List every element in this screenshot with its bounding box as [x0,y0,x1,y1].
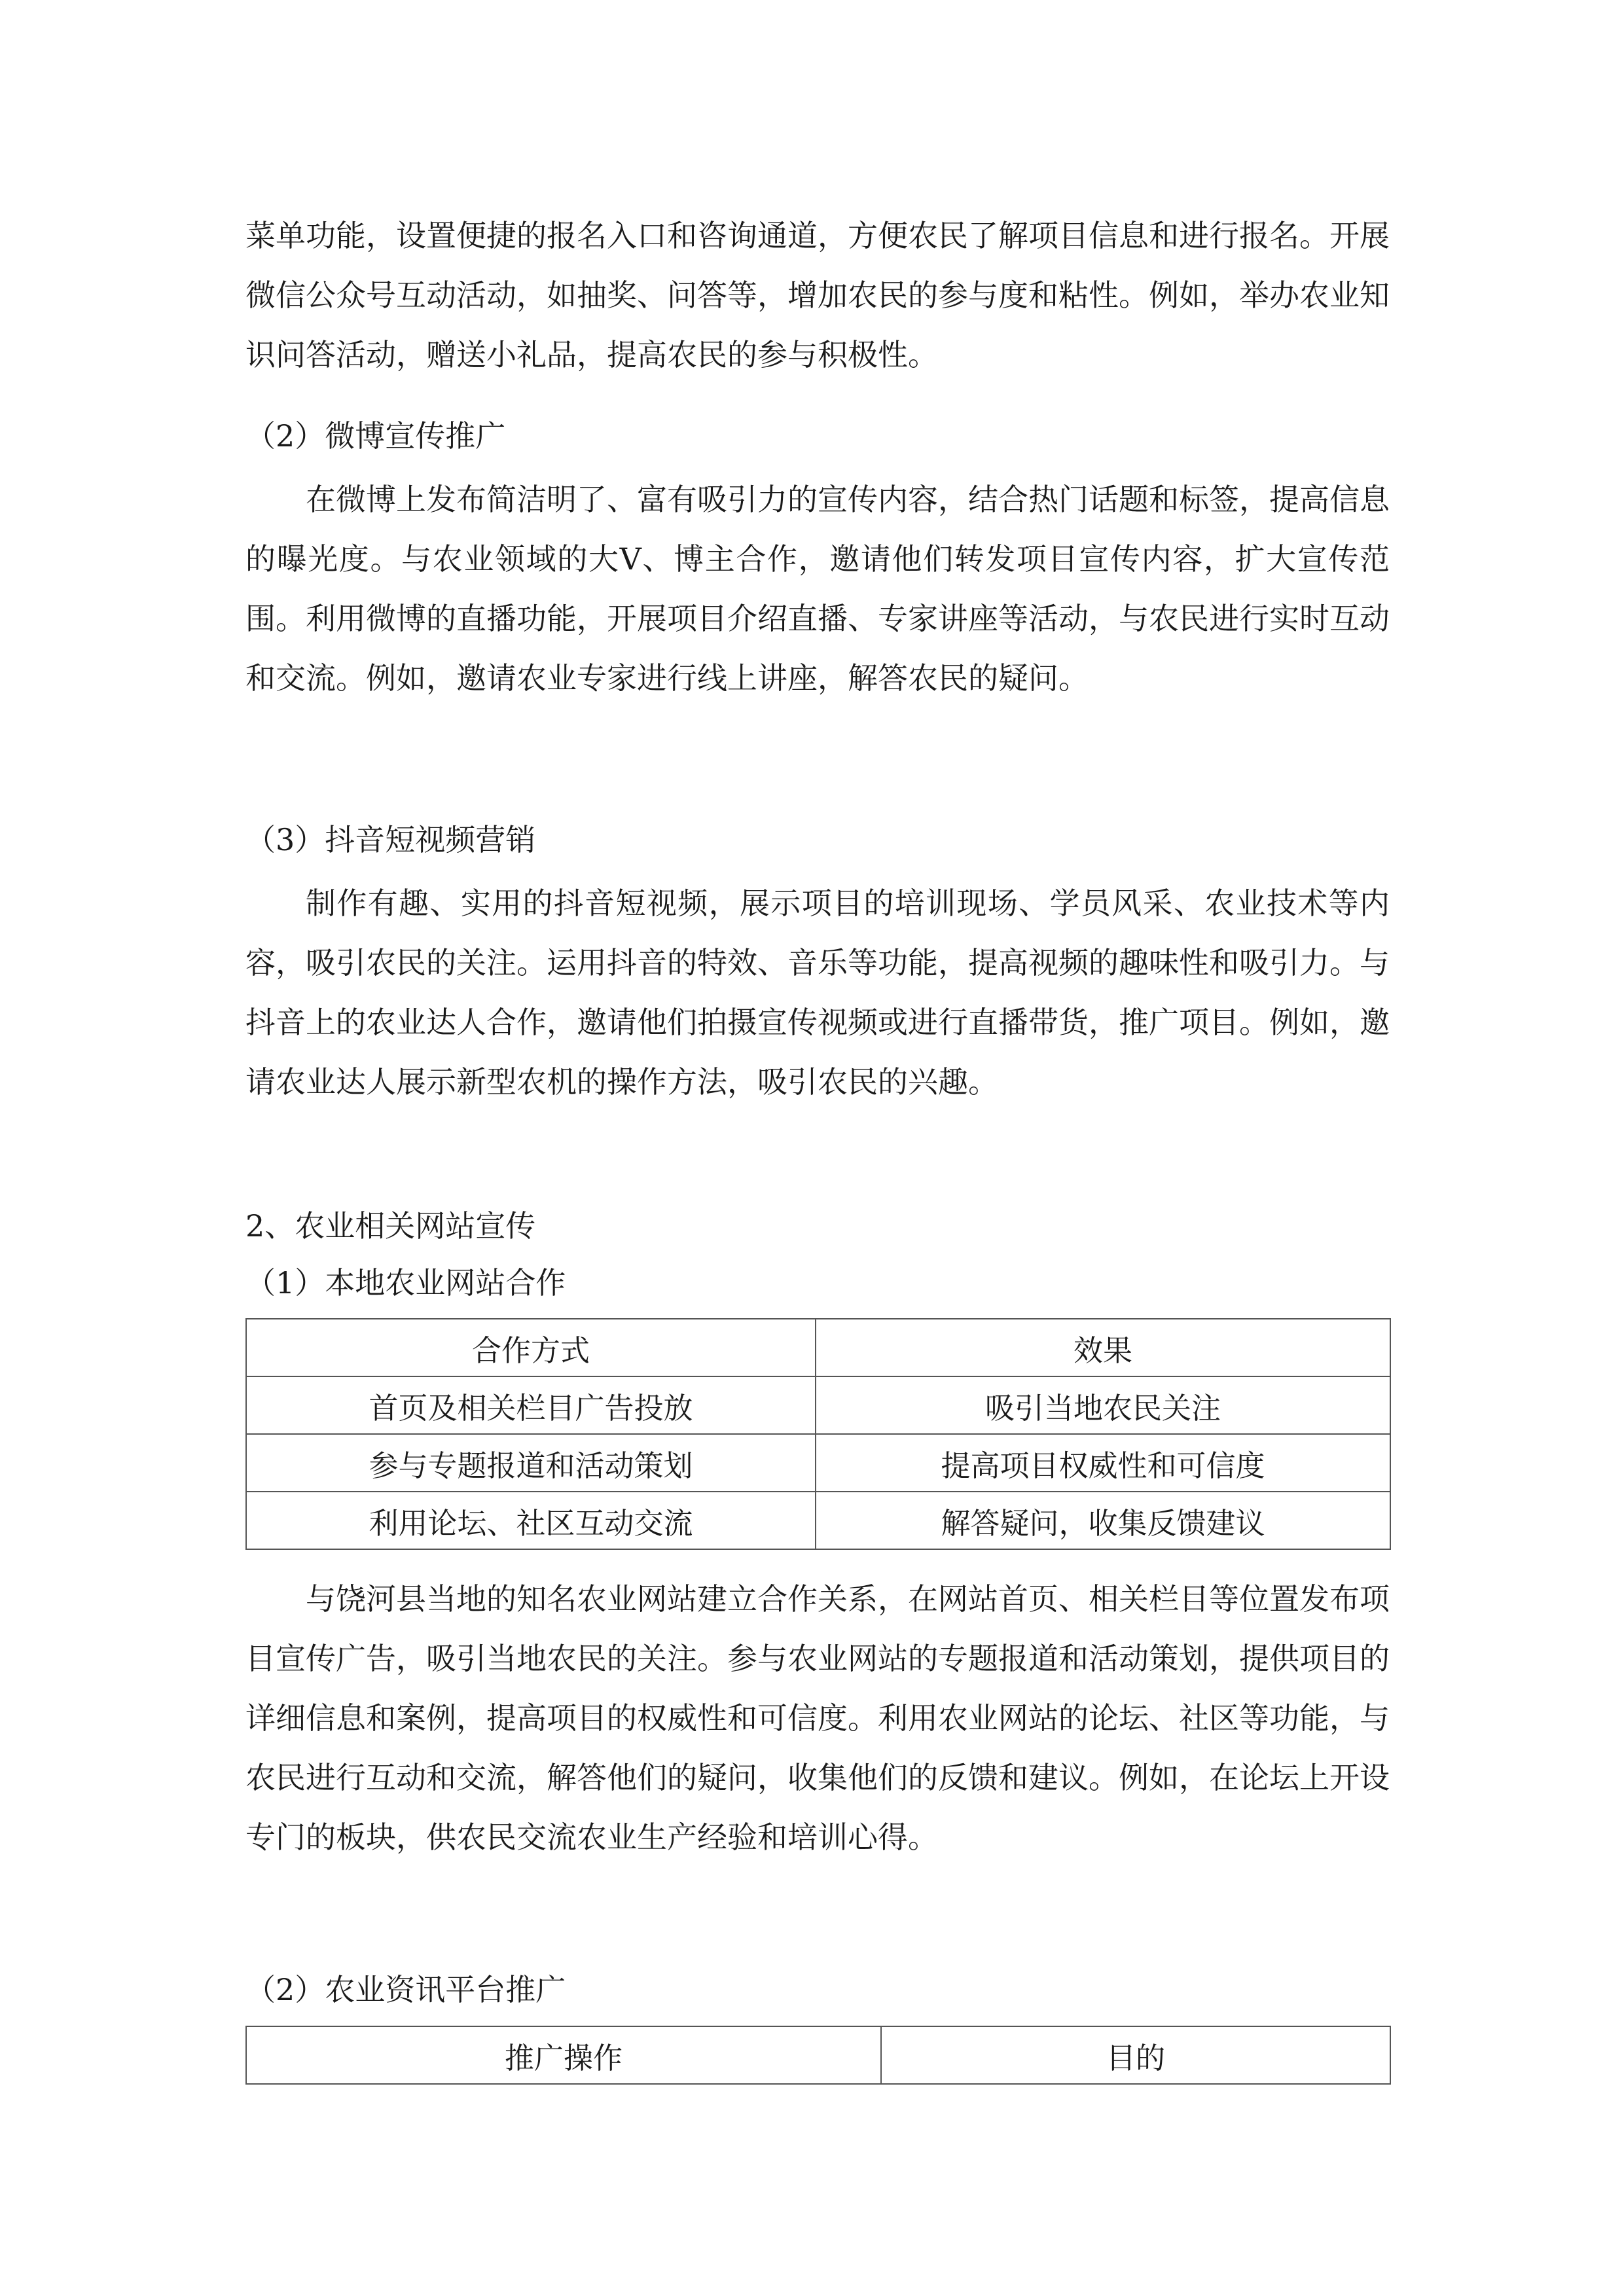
table-header-row [246,1319,1390,1376]
table-cell: 解答疑问，收集反馈建议 [816,1492,1390,1549]
section-heading: （2）农业资讯平台推广 [245,1972,566,2007]
table-cell: 吸引当地农民关注 [816,1376,1390,1434]
heading-weibo [245,416,1390,456]
table-header-cell: 推广操作 [246,2026,881,2084]
table-header-cell: 合作方式 [246,1319,816,1376]
table-row [246,1492,1390,1549]
table-header-cell: 目的 [881,2026,1390,2084]
table-cell: 利用论坛、社区互动交流 [246,1492,816,1549]
promotion-table [245,2026,1391,2085]
cooperation-table [245,1318,1391,1550]
paragraph-wechat-continued [245,206,1390,385]
paragraph-local-websites [245,1570,1390,1867]
table-row [246,1434,1390,1492]
table-cell: 参与专题报道和活动策划 [246,1434,816,1492]
heading-douyin [245,820,1390,859]
paragraph-text: 在微博上发布简洁明了、富有吸引力的宣传内容，结合热门话题和标签，提高信息的曝光度。与农业领域的大V、博主合作，邀请他们转发项目宣传内容，扩大宣传范围。利用微博的直播功能，开展项目介绍直播、专家讲座等活动，与农民进行实时互动和交流。例如，邀请农业专家进行线上讲座，解答农民的疑问。 [245,482,1390,696]
heading-websites [245,1206,1390,1246]
table-row [246,1376,1390,1434]
paragraph-text: 菜单功能，设置便捷的报名入口和咨询通道，方便农民了解项目信息和进行报名。开展微信公众号互动活动，如抽奖、问答等，增加农民的参与度和粘性。例如，举办农业知识问答活动，赠送小礼品，提高农民的参与积极性。 [245,218,1390,372]
paragraph-text: 制作有趣、实用的抖音短视频，展示项目的培训现场、学员风采、农业技术等内容，吸引农民的关注。运用抖音的特效、音乐等功能，提高视频的趣味性和吸引力。与抖音上的农业达人合作，邀请他们拍摄宣传视频或进行直播带货，推广项目。例如，邀请农业达人展示新型农机的操作方法，吸引农民的兴趣。 [245,886,1390,1100]
section-heading: （1）本地农业网站合作 [245,1265,566,1300]
section-heading: （2）微博宣传推广 [245,418,506,454]
heading-info-platforms [245,1970,1390,2009]
paragraph-weibo [245,470,1390,708]
table-cell: 提高项目权威性和可信度 [816,1434,1390,1492]
heading-local-websites [245,1263,1390,1302]
table-cell: 首页及相关栏目广告投放 [246,1376,816,1434]
section-heading: 2、农业相关网站宣传 [245,1208,536,1244]
table-header-row [246,2026,1390,2084]
paragraph-text: 与饶河县当地的知名农业网站建立合作关系，在网站首页、相关栏目等位置发布项目宣传广告，吸引当地农民的关注。参与农业网站的专题报道和活动策划，提供项目的详细信息和案例，提高项目的权威性和可信度。利用农业网站的论坛、社区等功能，与农民进行互动和交流，解答他们的疑问，收集他们的反馈和建议。例如，在论坛上开设专门的板块，供农民交流农业生产经验和培训心得。 [245,1581,1390,1855]
paragraph-douyin [245,874,1390,1112]
table-header-cell: 效果 [816,1319,1390,1376]
section-heading: （3）抖音短视频营销 [245,822,536,857]
